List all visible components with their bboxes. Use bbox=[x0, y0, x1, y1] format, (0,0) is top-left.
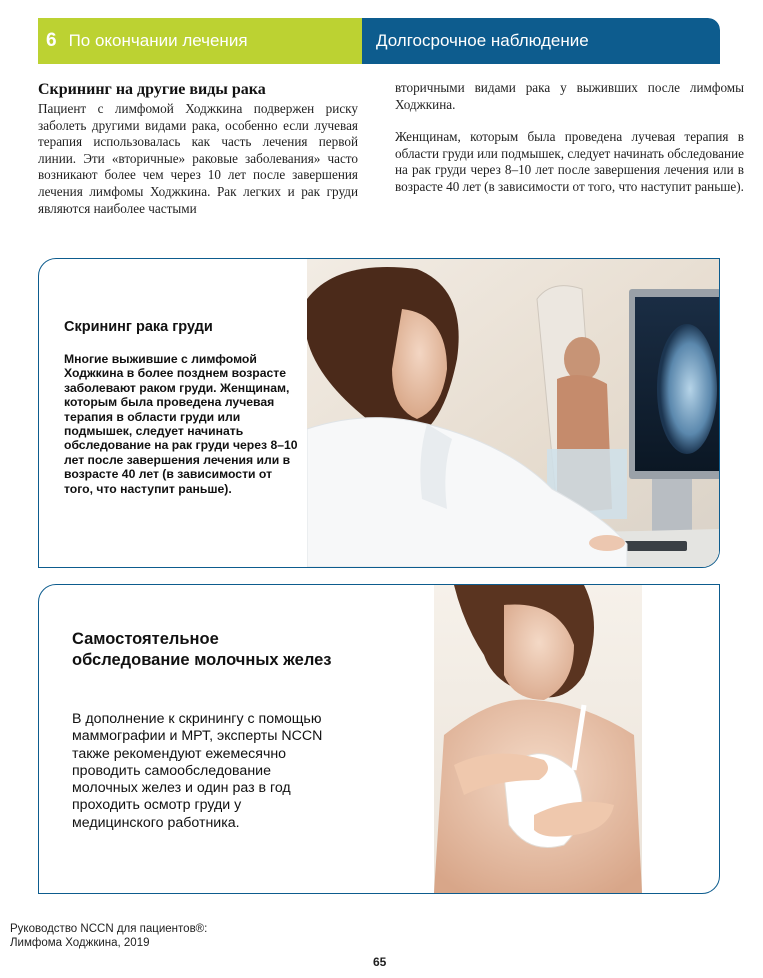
callout-title: Скрининг рака груди bbox=[64, 319, 213, 335]
footer-line-1: Руководство NCCN для пациентов®: bbox=[10, 923, 208, 935]
breast-screening-callout bbox=[38, 258, 720, 568]
footer bbox=[10, 922, 207, 950]
callout-title: Самостоятельное обследование молочных желез bbox=[72, 630, 332, 669]
chapter-number: 6 bbox=[46, 30, 57, 51]
callout-text: Многие выжившие с лимфомой Ходжкина в более позднем возрасте заболевают раком груди. Женщинам, которым была проведена лучевая терапия в области груди или подмышек, следует начинать обследование на рак груди через 8–10 лет после завершения лечения или в возрасте 40 лет (в зависимости от того, что наступит раньше). bbox=[64, 352, 298, 496]
right-paragraph-2: Женщинам, которым была проведена лучевая терапия в области груди или подмышек, следует начинать обследование на рак груди через 8–10 лет после завершения лечения или в возрасте 40 лет (в зависимости от того, что наступит раньше). bbox=[395, 129, 744, 194]
section-heading: Скрининг на другие виды рака bbox=[38, 81, 266, 98]
doctor-mammography-photo bbox=[307, 259, 720, 567]
left-column bbox=[38, 80, 358, 217]
section-tab bbox=[362, 18, 720, 64]
chapter-tab bbox=[38, 18, 362, 64]
right-column bbox=[395, 80, 744, 196]
self-exam-callout bbox=[38, 584, 720, 894]
section-title: Долгосрочное наблюдение bbox=[376, 31, 589, 50]
right-paragraph-1: вторичными видами рака у выживших после лимфомы Ходжкина. bbox=[395, 80, 744, 112]
page-number: 65 bbox=[373, 955, 387, 969]
chapter-title: По окончании лечения bbox=[68, 31, 248, 50]
footer-line-2: Лимфома Ходжкина, 2019 bbox=[10, 937, 150, 949]
chapter-header bbox=[38, 18, 720, 64]
callout-text: В дополнение к скринингу с помощью маммографии и МРТ, эксперты NCCN также рекомендуют ежемесячно проводить самообследование молочных желез и один раз в год проходить осмотр груди у медицинского работника. bbox=[72, 711, 323, 831]
self-exam-photo bbox=[434, 585, 642, 893]
doctor-mammography-illustration bbox=[307, 259, 720, 567]
left-paragraph: Пациент с лимфомой Ходжкина подвержен риску заболеть другими видами рака, особенно если лучевая терапия использовалась как часть лечения первой линии. Эти «вторичные» раковые заболевания» часто возникают более чем через 10 лет после завершения лечения лимфомы Ходжкина. Рак легких и рак груди являются наиболее частыми bbox=[38, 101, 358, 216]
self-exam-illustration bbox=[434, 585, 642, 893]
